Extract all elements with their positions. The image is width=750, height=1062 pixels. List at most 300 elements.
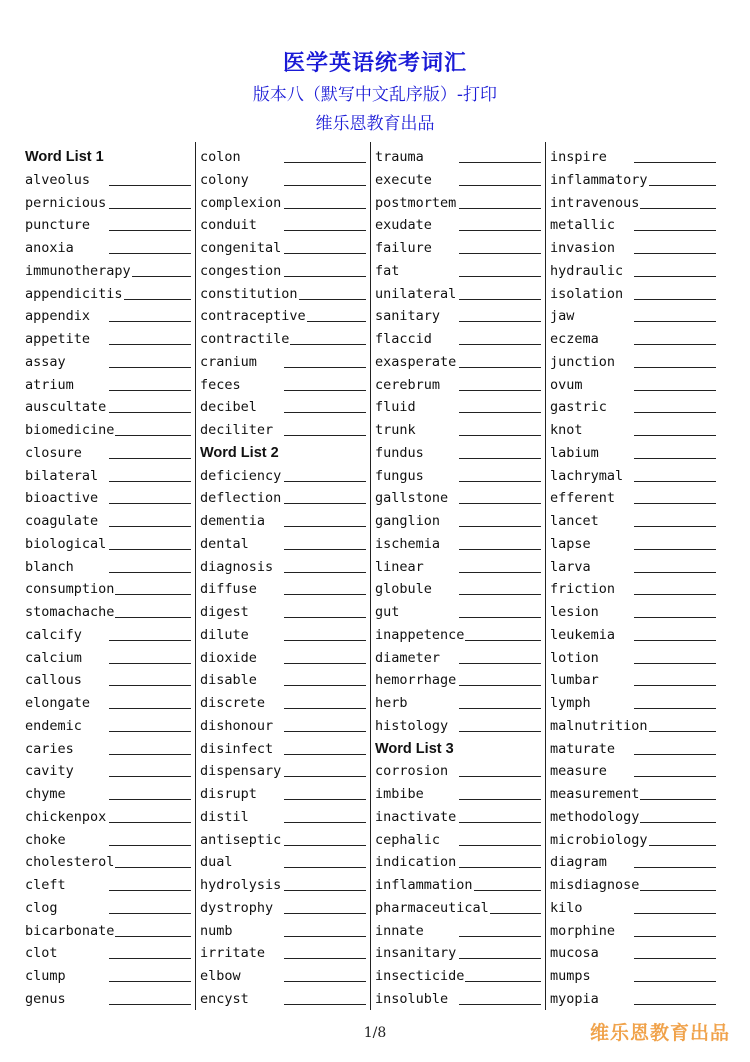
word-row [550,578,718,601]
answer-blank [284,526,366,527]
word-row [25,465,193,488]
answer-blank [109,572,191,573]
word-row [25,829,193,852]
answer-blank [109,776,191,777]
word-row [375,920,543,943]
answer-blank [109,344,191,345]
vocab-word: misdiagnose [550,874,640,897]
vocab-word: lesion [550,601,600,624]
vocab-word: eczema [550,328,600,351]
vocab-word: isolation [550,283,624,306]
word-row [550,192,718,215]
answer-blank [459,799,541,800]
answer-blank [109,185,191,186]
vocab-word: clump [25,965,67,988]
vocab-word: irritate [200,942,266,965]
answer-blank [284,230,366,231]
vocab-word: stomachache [25,601,115,624]
word-row [25,738,193,761]
word-row [375,669,543,692]
answer-blank [459,321,541,322]
document-publisher: 维乐恩教育出品 [315,114,435,134]
word-row [375,715,543,738]
word-row [200,669,368,692]
answer-blank [284,845,366,846]
word-column-1 [25,146,193,1011]
vocab-word: immunotherapy [25,260,132,283]
word-row [550,396,718,419]
vocab-word: numb [200,920,234,943]
answer-blank [284,799,366,800]
answer-blank [634,276,716,277]
vocab-word: mumps [550,965,592,988]
vocab-word: ganglion [375,510,441,533]
answer-blank [284,890,366,891]
answer-blank [109,640,191,641]
vocab-word: feces [200,374,242,397]
page-number: 1/8 [363,1025,387,1041]
word-row [25,192,193,215]
word-row [375,305,543,328]
answer-blank [634,526,716,527]
vocab-word: lancet [550,510,600,533]
vocab-word: auscultate [25,396,107,419]
vocab-word: deciliter [200,419,274,442]
word-row [375,465,543,488]
word-row [550,601,718,624]
word-list-heading: Word List 2 [200,444,279,461]
vocab-word: postmortem [375,192,457,215]
answer-blank [284,594,366,595]
word-row [200,237,368,260]
answer-blank [459,776,541,777]
vocab-word: antiseptic [200,829,282,852]
answer-blank [634,708,716,709]
word-list-heading: Word List 1 [25,149,104,165]
word-row [200,487,368,510]
word-row [200,965,368,988]
answer-blank [284,913,366,914]
vocab-word: jaw [550,305,575,328]
word-row [25,760,193,783]
vocab-word: leukemia [550,624,616,647]
answer-blank [284,731,366,732]
answer-blank [459,594,541,595]
answer-blank [459,162,541,163]
word-row [200,806,368,829]
word-row [25,237,193,260]
answer-blank [634,299,716,300]
vocab-word: diameter [375,647,441,670]
word-row [200,920,368,943]
vocab-word: bicarbonate [25,920,115,943]
word-row [200,396,368,419]
word-row [25,510,193,533]
vocab-word: inappetence [375,624,465,647]
vocab-word: anoxia [25,237,75,260]
vocab-word: intravenous [550,192,640,215]
vocab-word: dual [200,851,234,874]
word-row [200,738,368,761]
answer-blank [109,526,191,527]
answer-blank [284,162,366,163]
vocab-word: appendicitis [25,283,124,306]
answer-blank [284,754,366,755]
word-row [200,328,368,351]
word-row [25,851,193,874]
word-row [200,624,368,647]
answer-blank [109,867,191,868]
answer-blank [634,890,716,891]
word-row [550,487,718,510]
word-row [550,533,718,556]
word-row [550,692,718,715]
vocab-word: colon [200,146,242,169]
answer-blank [284,549,366,550]
word-row [375,851,543,874]
vocab-word: ischemia [375,533,441,556]
word-row [375,601,543,624]
answer-blank [284,640,366,641]
word-row [200,260,368,283]
document-title: 医学英语统考词汇 [282,51,467,76]
vocab-word: diagnosis [200,556,274,579]
vocab-word: appetite [25,328,91,351]
vocab-word: morphine [550,920,616,943]
answer-blank [109,253,191,254]
vocab-word: disinfect [200,738,274,761]
vocab-word: dioxide [200,647,258,670]
vocab-word: congestion [200,260,282,283]
word-row [375,442,543,465]
vocab-word: insoluble [375,988,449,1011]
answer-blank [634,936,716,937]
word-row [200,988,368,1011]
word-row [550,305,718,328]
vocab-word: kilo [550,897,584,920]
vocab-word: lumbar [550,669,600,692]
vocab-word: insanitary [375,942,457,965]
word-row [375,351,543,374]
vocab-word: cerebrum [375,374,441,397]
word-row [550,465,718,488]
answer-blank [109,685,191,686]
word-row [375,806,543,829]
answer-blank [459,526,541,527]
vocab-word: fluid [375,396,417,419]
answer-blank [459,1004,541,1005]
vocab-word: junction [550,351,616,374]
word-row [200,465,368,488]
vocab-word: biological [25,533,107,556]
answer-blank [634,594,716,595]
vocab-word: insecticide [375,965,465,988]
word-row [200,374,368,397]
answer-blank [284,367,366,368]
answer-blank [634,162,716,163]
vocab-word: unilateral [375,283,457,306]
word-row [200,169,368,192]
answer-blank [109,435,191,436]
answer-blank [284,981,366,982]
answer-blank [459,276,541,277]
word-row [25,578,193,601]
word-row [375,283,543,306]
answer-blank [109,754,191,755]
word-row [550,146,718,169]
vocab-word: constitution [200,283,299,306]
word-row [550,374,718,397]
vocab-word: complexion [200,192,282,215]
vocab-word: hydraulic [550,260,624,283]
word-row [550,988,718,1011]
word-row [200,783,368,806]
word-row [375,578,543,601]
vocab-word: alveolus [25,169,91,192]
vocab-word: caries [25,738,75,761]
word-row [200,601,368,624]
answer-blank [634,822,716,823]
answer-blank [459,663,541,664]
answer-blank [109,230,191,231]
word-row [550,897,718,920]
word-row [25,965,193,988]
answer-blank [109,731,191,732]
vocab-word: genus [25,988,67,1011]
vocab-word: globule [375,578,433,601]
vocab-word: inspire [550,146,608,169]
word-row [550,237,718,260]
answer-blank [634,321,716,322]
vocab-word: congenital [200,237,282,260]
answer-blank [284,253,366,254]
vocab-word: closure [25,442,83,465]
vocab-word: larva [550,556,592,579]
word-row [200,760,368,783]
answer-blank [634,367,716,368]
vocab-word: dementia [200,510,266,533]
word-row [375,874,543,897]
column-separator [370,142,371,1010]
answer-blank [459,367,541,368]
word-row [25,920,193,943]
word-list-heading-row [200,442,368,465]
answer-blank [634,913,716,914]
word-row [25,305,193,328]
word-row [550,851,718,874]
vocab-word: sanitary [375,305,441,328]
vocab-word: bioactive [25,487,99,510]
vocab-word: trauma [375,146,425,169]
vocab-word: blanch [25,556,75,579]
word-row [375,829,543,852]
word-row [375,942,543,965]
answer-blank [459,549,541,550]
document-subtitle: 版本八（默写中文乱序版）-打印 [252,85,498,105]
vocab-word: biomedicine [25,419,115,442]
word-row [200,351,368,374]
vocab-word: diffuse [200,578,258,601]
word-row [375,692,543,715]
answer-blank [634,663,716,664]
answer-blank [109,936,191,937]
word-row [375,783,543,806]
answer-blank [109,617,191,618]
word-row [550,624,718,647]
vocab-word: elbow [200,965,242,988]
answer-blank [109,594,191,595]
word-row [550,442,718,465]
word-row [550,760,718,783]
vocab-word: discrete [200,692,266,715]
answer-blank [109,367,191,368]
word-row [200,419,368,442]
answer-blank [459,185,541,186]
vocab-word: chyme [25,783,67,806]
word-row [25,169,193,192]
answer-blank [109,981,191,982]
word-row [200,578,368,601]
vocab-word: disrupt [200,783,258,806]
vocab-word: gut [375,601,400,624]
vocab-word: labium [550,442,600,465]
vocab-word: fundus [375,442,425,465]
vocab-word: colony [200,169,250,192]
vocab-word: malnutrition [550,715,649,738]
answer-blank [459,845,541,846]
vocab-word: microbiology [550,829,649,852]
column-separator [545,142,546,1010]
answer-blank [634,799,716,800]
answer-blank [459,981,541,982]
vocab-word: mucosa [550,942,600,965]
word-row [375,988,543,1011]
vocab-word: innate [375,920,425,943]
word-row [375,396,543,419]
answer-blank [634,390,716,391]
answer-blank [284,663,366,664]
answer-blank [109,845,191,846]
word-row [200,510,368,533]
word-row [550,169,718,192]
answer-blank [109,503,191,504]
word-column-4 [550,146,718,1011]
word-row [200,897,368,920]
answer-blank [109,481,191,482]
answer-blank [634,230,716,231]
word-row [25,374,193,397]
vocab-word: flaccid [375,328,433,351]
vocab-word: corrosion [375,760,449,783]
word-row [550,647,718,670]
answer-blank [284,867,366,868]
word-row [200,647,368,670]
vocab-word: calcium [25,647,83,670]
vocab-word: lapse [550,533,592,556]
word-row [200,283,368,306]
answer-blank [284,276,366,277]
vocab-word: coagulate [25,510,99,533]
vocab-word: consumption [25,578,115,601]
vocab-word: exudate [375,214,433,237]
answer-blank [634,435,716,436]
word-list-heading-row [25,146,193,169]
vocab-word: fat [375,260,400,283]
vocab-word: methodology [550,806,640,829]
answer-blank [284,958,366,959]
vocab-word: encyst [200,988,250,1011]
answer-blank [109,799,191,800]
vocab-word: dilute [200,624,250,647]
word-row [200,214,368,237]
column-separator [195,142,196,1010]
vocab-word: lotion [550,647,600,670]
word-row [375,260,543,283]
answer-blank [459,640,541,641]
word-row [375,510,543,533]
word-column-2 [200,146,368,1011]
answer-blank [284,412,366,413]
answer-blank [459,731,541,732]
word-row [200,556,368,579]
vocab-word: fungus [375,465,425,488]
vocab-word: myopia [550,988,600,1011]
word-row [375,487,543,510]
word-row [200,715,368,738]
answer-blank [634,572,716,573]
answer-blank [459,822,541,823]
word-row [550,874,718,897]
word-row [375,965,543,988]
vocab-word: assay [25,351,67,374]
word-row [375,169,543,192]
vocab-word: clog [25,897,59,920]
vocab-word: elongate [25,692,91,715]
word-row [375,533,543,556]
answer-blank [284,435,366,436]
word-row [25,419,193,442]
vocab-word: dystrophy [200,897,274,920]
answer-blank [459,617,541,618]
vocab-word: cephalic [375,829,441,852]
word-row [375,214,543,237]
watermark-logo: 维乐恩教育出品 [589,1022,730,1044]
answer-blank [634,754,716,755]
vocab-word: decibel [200,396,258,419]
vocab-word: cavity [25,760,75,783]
vocab-word: imbibe [375,783,425,806]
vocab-word: cholesterol [25,851,115,874]
vocab-word: dental [200,533,250,556]
word-column-3 [375,146,543,1011]
answer-blank [634,208,716,209]
word-row [550,510,718,533]
vocab-word: invasion [550,237,616,260]
word-row [25,647,193,670]
word-row [375,897,543,920]
answer-blank [459,458,541,459]
vocab-word: hemorrhage [375,669,457,692]
vocab-word: lymph [550,692,592,715]
answer-blank [459,708,541,709]
word-row [550,738,718,761]
answer-blank [284,481,366,482]
vocab-word: callous [25,669,83,692]
word-row [25,942,193,965]
word-row [25,487,193,510]
answer-blank [459,503,541,504]
word-row [25,260,193,283]
